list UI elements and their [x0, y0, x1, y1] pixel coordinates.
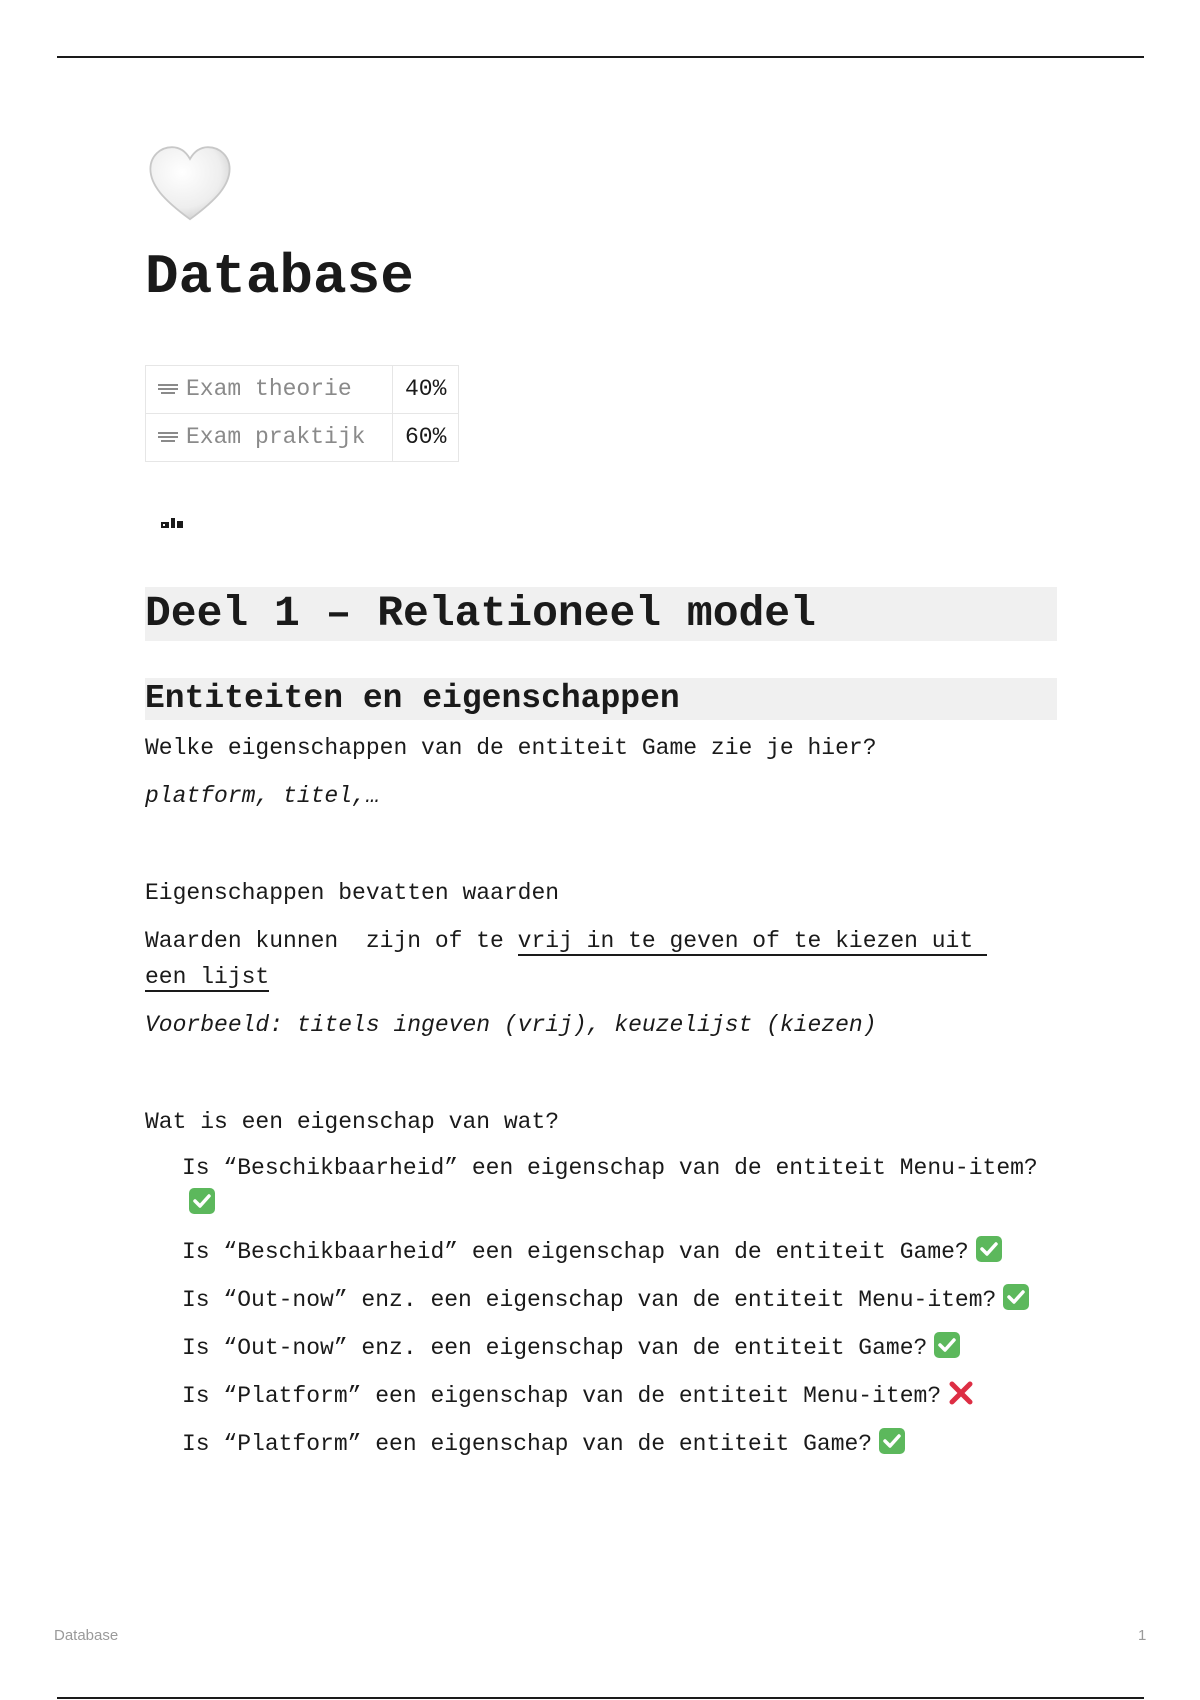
list-item: [182, 1378, 1057, 1414]
example-text: Voorbeeld: titels ingeven (vrij), keuzelijst (kiezen): [145, 1011, 877, 1038]
check-mark-icon: [933, 1331, 961, 1359]
text-lines-icon: [158, 382, 178, 396]
list-item: [182, 1330, 1057, 1366]
check-mark-icon: [188, 1187, 216, 1215]
property-name-cell[interactable]: [146, 413, 393, 461]
list-item: [182, 1426, 1057, 1462]
list-item-text: Is “Out-now” enz. een eigenschap van de entiteit Game?: [182, 1334, 928, 1361]
page-title: Database: [145, 245, 414, 309]
small-emoji-icon: [159, 514, 185, 532]
page-content: [145, 140, 1057, 1474]
top-rule: [57, 56, 1144, 58]
list-item-text: Is “Platform” een eigenschap van de entiteit Game?: [182, 1430, 873, 1457]
list-item-text: Is “Out-now” enz. een eigenschap van de entiteit Menu-item?: [182, 1286, 997, 1313]
white-heart-icon: [145, 140, 235, 230]
property-name-cell[interactable]: [146, 365, 393, 413]
underlined-text: vrij in te geven of te kiezen uit: [517, 927, 987, 954]
properties-table: [145, 365, 459, 462]
footer-document-title: Database: [54, 1627, 119, 1644]
property-name: Exam praktijk: [186, 424, 366, 451]
check-mark-icon: [975, 1235, 1003, 1263]
question-text: Wat is een eigenschap van wat?: [145, 1108, 560, 1135]
list-item-text: Is “Platform” een eigenschap van de entiteit Menu-item?: [182, 1382, 942, 1409]
underlined-text: een lijst: [145, 963, 270, 990]
body-text-values: [145, 923, 1057, 995]
check-mark-icon: [878, 1427, 906, 1455]
list-item-text: Is “Beschikbaarheid” een eigenschap van de entiteit Menu-item?: [182, 1154, 1038, 1181]
body-text-fragment: Waarden kunnen zijn of te: [145, 927, 518, 954]
property-row[interactable]: [146, 413, 459, 461]
cross-mark-icon: [947, 1379, 975, 1407]
property-value[interactable]: 40%: [393, 365, 459, 413]
question-text: Welke eigenschappen van de entiteit Game zie je hier?: [145, 734, 877, 761]
check-list: [145, 1150, 1057, 1462]
list-item: [182, 1282, 1057, 1318]
list-item-text: Is “Beschikbaarheid” een eigenschap van de entiteit Game?: [182, 1238, 969, 1265]
property-row[interactable]: [146, 365, 459, 413]
footer-page-number: 1: [1138, 1627, 1147, 1644]
section-heading: Deel 1 – Relationeel model: [145, 587, 1057, 641]
list-item: [182, 1234, 1057, 1270]
bottom-rule: [57, 1697, 1144, 1699]
check-mark-icon: [1002, 1283, 1030, 1311]
text-lines-icon: [158, 430, 178, 444]
subsection-heading: Entiteiten en eigenschappen: [145, 678, 1057, 720]
answer-text: platform, titel,…: [145, 782, 380, 809]
list-item: [182, 1150, 1057, 1222]
property-name: Exam theorie: [186, 376, 352, 403]
property-value[interactable]: 60%: [393, 413, 459, 461]
body-text: Eigenschappen bevatten waarden: [145, 879, 560, 906]
